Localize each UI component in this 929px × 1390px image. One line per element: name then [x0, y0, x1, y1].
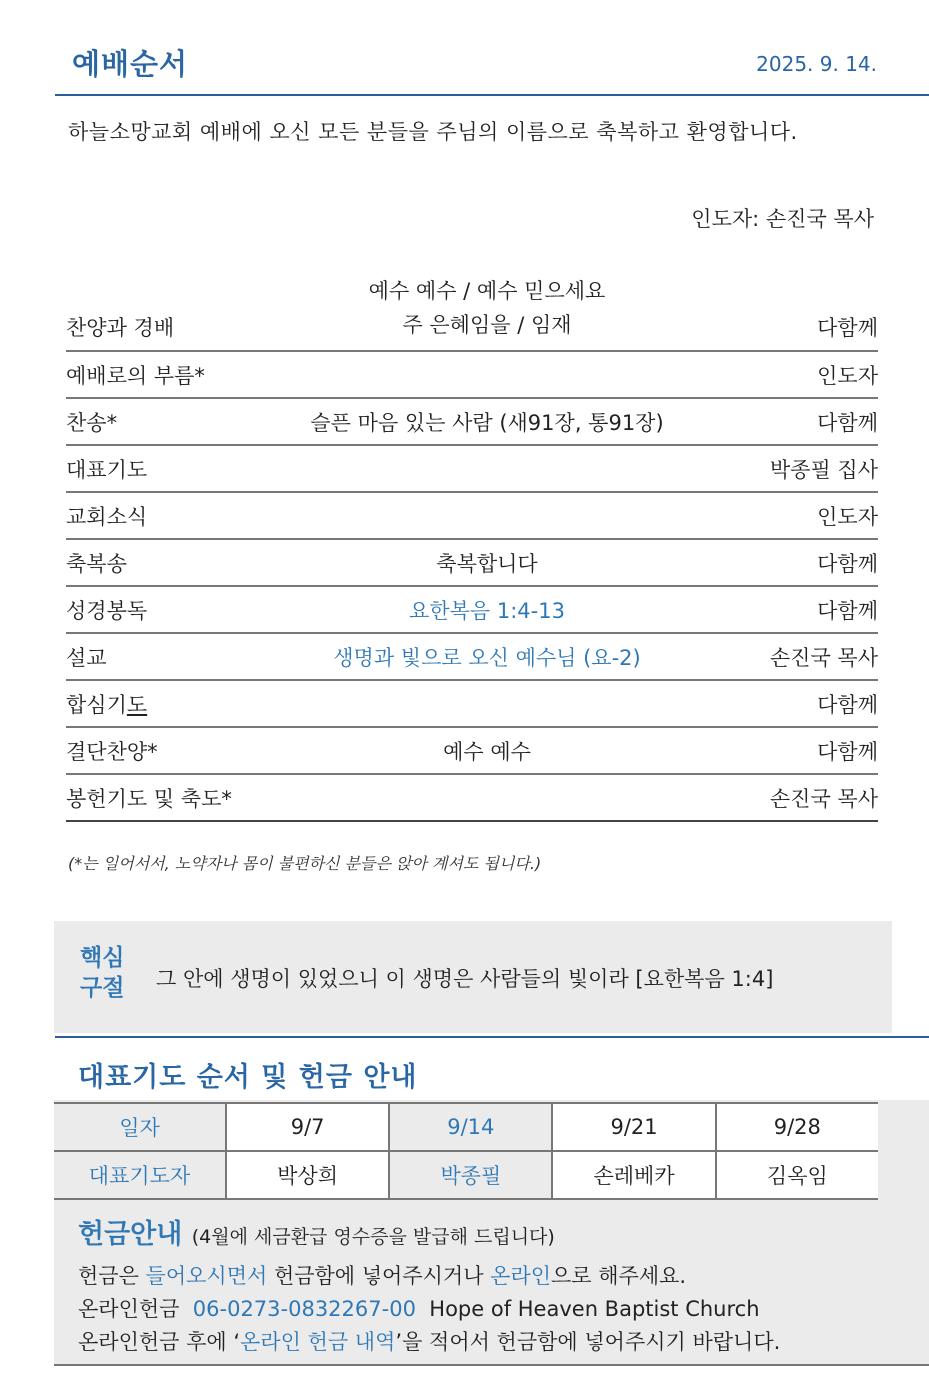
offering-line-1: 헌금은 들어오시면서 헌금함에 넣어주시거나 온라인으로 해주세요. [78, 1264, 687, 1288]
order-row [66, 681, 878, 728]
offering-line-2: 온라인헌금 06-0273-0832267-00 Hope of Heaven Baptist Church [78, 1297, 760, 1321]
order-content: 축복합니다 [436, 551, 538, 576]
page-title: 예배순서 [72, 47, 189, 81]
offering-heading: 헌금안내 (4월에 세금환급 영수증을 발급해 드립니다) [78, 1219, 555, 1250]
prayer-schedule-table [54, 1102, 878, 1200]
order-person: 다함께 [817, 739, 878, 764]
order-row [66, 634, 878, 681]
section-divider [55, 1036, 929, 1038]
table-cell-current: 9/14 [389, 1103, 552, 1151]
table-cell: 김옥임 [716, 1151, 878, 1199]
order-person: 박종필 집사 [769, 457, 878, 482]
prayer-offering-panel [54, 1100, 929, 1366]
order-content: 예수 예수 [443, 739, 531, 764]
order-label: 예배로의 부름* [66, 363, 205, 388]
order-row [66, 399, 878, 446]
standing-note: (*는 일어서서, 노약자나 몸이 불편하신 분들은 앉아 계셔도 됩니다.) [68, 854, 542, 873]
order-label: 찬양과 경배 [66, 316, 175, 340]
table-cell: 박상희 [226, 1151, 389, 1199]
key-verse-text: 그 안에 생명이 있었으니 이 생명은 사람들의 빛이라 [요한복음 1:4] [156, 967, 774, 991]
table-cell-current: 박종필 [389, 1151, 552, 1199]
order-person: 다함께 [817, 598, 878, 623]
date-header: 일자 [54, 1103, 226, 1151]
order-row [66, 587, 878, 634]
welcome-message: 하늘소망교회 예배에 오신 모든 분들을 주님의 이름으로 축복하고 환영합니다. [68, 120, 798, 144]
order-person: 손진국 목사 [769, 786, 878, 811]
bank-account-number: 06-0273-0832267-00 [192, 1297, 416, 1321]
offering-line-3: 온라인헌금 후에 ‘온라인 헌금 내역’을 적어서 헌금함에 넣어주시기 바랍니다. [78, 1330, 781, 1354]
order-label: 설교 [66, 645, 107, 670]
prayer-leader-header: 대표기도자 [54, 1151, 226, 1199]
key-verse-label: 핵심 구절 [80, 945, 125, 1001]
praise-song-line-2: 주 은혜임을 / 임재 [402, 313, 572, 337]
order-row [66, 446, 878, 493]
order-person: 다함께 [817, 410, 878, 435]
order-person: 손진국 목사 [769, 645, 878, 670]
table-cell: 손레베카 [552, 1151, 715, 1199]
order-label: 합심기도 [66, 692, 148, 717]
table-cell: 9/21 [552, 1103, 715, 1151]
table-row [54, 1151, 878, 1199]
service-leader: 인도자: 손진국 목사 [691, 207, 874, 231]
table-cell: 9/28 [716, 1103, 878, 1151]
table-row [54, 1103, 878, 1151]
order-row [66, 352, 878, 399]
order-label: 봉헌기도 및 축도* [66, 786, 232, 811]
key-verse-panel [54, 921, 892, 1033]
order-row [66, 493, 878, 540]
order-person: 인도자 [817, 363, 878, 388]
order-label: 찬송* [66, 410, 118, 435]
offering-subtitle: (4월에 세금환급 영수증을 발급해 드립니다) [191, 1226, 555, 1248]
order-person: 다함께 [817, 551, 878, 576]
order-content: 슬픈 마음 있는 사람 (새91장, 통91장) [310, 410, 664, 435]
service-date: 2025. 9. 14. [756, 52, 877, 76]
order-label: 축복송 [66, 551, 127, 576]
table-cell: 9/7 [226, 1103, 389, 1151]
order-label: 결단찬양* [66, 739, 158, 764]
order-label: 대표기도 [66, 457, 148, 482]
header-divider [55, 94, 929, 96]
order-row-praise [66, 280, 878, 352]
order-person: 인도자 [817, 504, 878, 529]
prayer-section-title: 대표기도 순서 및 헌금 안내 [78, 1062, 418, 1093]
order-row [66, 540, 878, 587]
order-label: 교회소식 [66, 504, 148, 529]
praise-song-line-1: 예수 예수 / 예수 믿으세요 [368, 279, 606, 303]
order-row [66, 728, 878, 775]
scripture-reading-link[interactable]: 요한복음 1:4-13 [409, 598, 565, 623]
order-content [296, 274, 678, 342]
order-person: 다함께 [817, 692, 878, 717]
order-person: 다함께 [817, 316, 878, 340]
worship-order-list [66, 280, 878, 822]
sermon-title-link[interactable]: 생명과 빛으로 오신 예수님 (요-2) [333, 645, 641, 670]
order-label: 성경봉독 [66, 598, 148, 623]
bottom-divider [54, 1364, 929, 1366]
order-row [66, 775, 878, 822]
